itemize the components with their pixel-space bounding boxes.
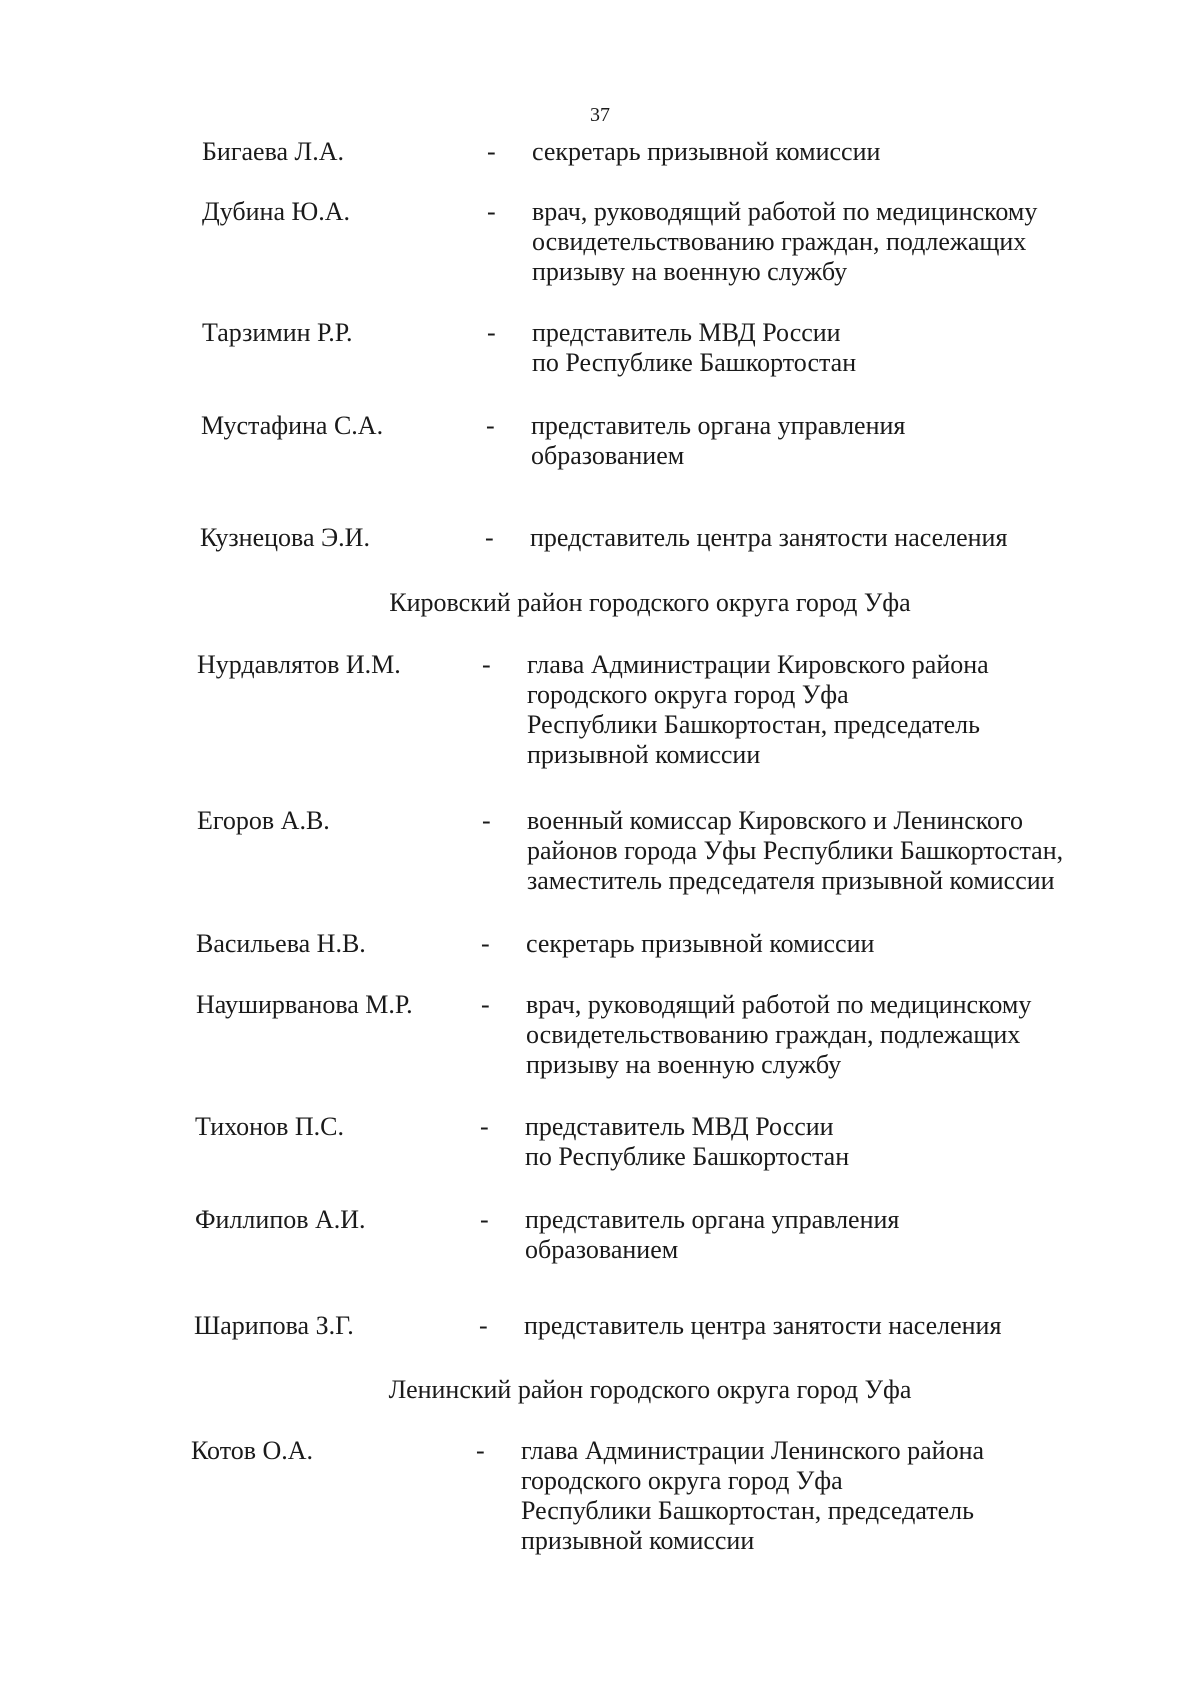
member-name: Бигаева Л.А. [202, 137, 344, 166]
role-line: врач, руководящий работой по медицинскому [532, 197, 1038, 226]
member-role [532, 318, 856, 378]
role-line: призывной комиссии [521, 1526, 755, 1555]
role-line: представитель органа управления [525, 1205, 900, 1234]
role-line: врач, руководящий работой по медицинскому [526, 990, 1032, 1019]
member-name: Филлипов А.И. [195, 1205, 366, 1234]
member-role [524, 1311, 1001, 1341]
separator-dash: - [479, 1311, 488, 1340]
member-name: Тарзимин Р.Р. [202, 318, 353, 347]
member-role [527, 650, 989, 770]
role-line: представитель центра занятости населения [530, 523, 1008, 552]
role-line: глава Администрации Ленинского района [521, 1436, 985, 1465]
role-line: по Республике Башкортостан [532, 348, 857, 377]
member-name: Кузнецова Э.И. [200, 523, 370, 552]
member-role [526, 990, 1031, 1080]
role-line: представитель органа управления [531, 411, 906, 440]
separator-dash: - [487, 197, 496, 226]
member-role [526, 929, 874, 959]
role-line: призыву на военную службу [526, 1050, 842, 1079]
role-line: призывной комиссии [527, 740, 761, 769]
separator-dash: - [485, 523, 494, 552]
role-line: секретарь призывной комиссии [532, 137, 881, 166]
section-heading: Кировский район городского округа город Уфа [389, 588, 911, 617]
separator-dash: - [480, 1112, 489, 1141]
role-line: образованием [531, 441, 685, 470]
role-line: освидетельствованию граждан, подлежащих [526, 1020, 1021, 1049]
role-line: Республики Башкортостан, председатель [527, 710, 980, 739]
separator-dash: - [480, 1205, 489, 1234]
role-line: военный комиссар Кировского и Ленинского [527, 806, 1024, 835]
role-line: призыву на военную службу [532, 257, 848, 286]
role-line: по Республике Башкортостан [525, 1142, 850, 1171]
member-role [531, 411, 905, 471]
separator-dash: - [482, 806, 491, 835]
separator-dash: - [487, 137, 496, 166]
separator-dash: - [482, 650, 491, 679]
separator-dash: - [481, 929, 490, 958]
member-role [532, 137, 880, 167]
member-role [525, 1112, 849, 1172]
page-number: 37 [590, 104, 610, 126]
role-line: городского округа город Уфа [527, 680, 849, 709]
role-line: городского округа город Уфа [521, 1466, 843, 1495]
separator-dash: - [487, 318, 496, 347]
role-line: представитель МВД России [532, 318, 841, 347]
member-role [525, 1205, 899, 1265]
role-line: представитель МВД России [525, 1112, 834, 1141]
member-name: Котов О.А. [191, 1436, 314, 1465]
section-heading: Ленинский район городского округа город Уфа [388, 1375, 912, 1404]
member-name: Васильева Н.В. [196, 929, 366, 958]
member-name: Мустафина С.А. [201, 411, 384, 440]
separator-dash: - [481, 990, 490, 1019]
member-role [532, 197, 1037, 287]
role-line: образованием [525, 1235, 679, 1264]
role-line: глава Администрации Кировского района [527, 650, 989, 679]
member-role [521, 1436, 984, 1556]
member-name: Шарипова З.Г. [194, 1311, 354, 1340]
role-line: освидетельствованию граждан, подлежащих [532, 227, 1027, 256]
member-name: Тихонов П.С. [195, 1112, 344, 1141]
member-name: Егоров А.В. [197, 806, 330, 835]
separator-dash: - [476, 1436, 485, 1465]
role-line: районов города Уфы Республики Башкортостан, [527, 836, 1064, 865]
role-line: представитель центра занятости населения [524, 1311, 1002, 1340]
member-name: Дубина Ю.А. [202, 197, 350, 226]
role-line: заместитель председателя призывной комиссии [527, 866, 1055, 895]
member-role [527, 806, 1063, 896]
member-role [530, 523, 1007, 553]
member-name: Науширванова М.Р. [196, 990, 413, 1019]
role-line: секретарь призывной комиссии [526, 929, 875, 958]
member-name: Нурдавлятов И.М. [197, 650, 401, 679]
role-line: Республики Башкортостан, председатель [521, 1496, 974, 1525]
separator-dash: - [486, 411, 495, 440]
